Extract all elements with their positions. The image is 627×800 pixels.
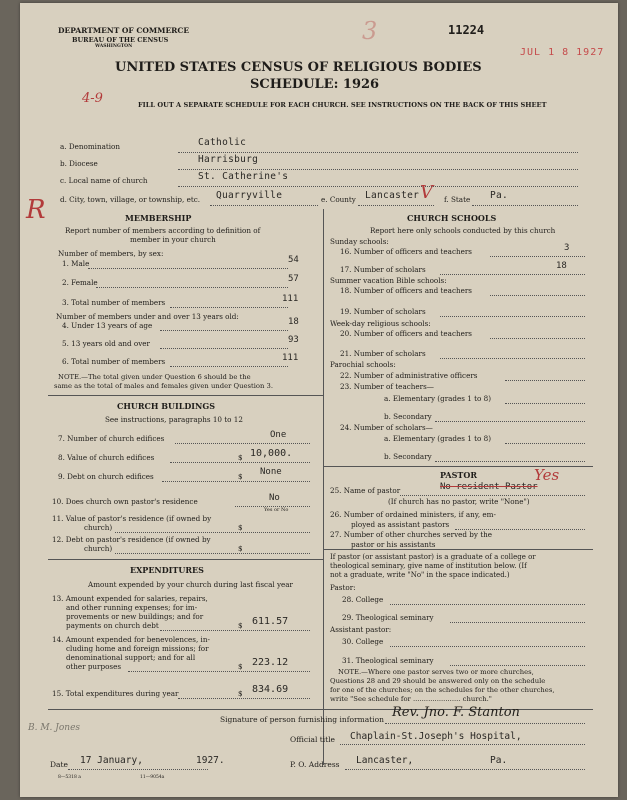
q9-label: 9. Debt on church edifices — [58, 472, 154, 481]
q14-dollar: $ — [238, 662, 243, 671]
county-value: Lancaster — [365, 190, 420, 201]
q15-value: 834.69 — [252, 684, 289, 695]
q17-value: 18 — [556, 261, 567, 271]
q23a-label: a. Elementary (grades 1 to 8) — [384, 394, 491, 403]
church-name-label: c. Local name of church — [60, 176, 148, 185]
red-r-mark: R — [26, 195, 46, 225]
official-title-label: Official title — [290, 735, 335, 744]
q3-label: 3. Total number of members — [62, 298, 166, 307]
q13-line-2: and other running expenses; for im- — [66, 603, 198, 612]
date-label: Date — [50, 760, 68, 769]
buildings-heading: CHURCH BUILDINGS — [117, 401, 215, 411]
q2-label: 2. Female — [62, 278, 98, 287]
q3-value: 111 — [282, 294, 299, 304]
q11-label-1: 11. Value of pastor's residence (if owned by — [52, 514, 212, 523]
q22-label: 22. Number of administrative officers — [340, 371, 478, 380]
q15-label: 15. Total expenditures during year — [52, 689, 179, 698]
pastor-heading: PASTOR — [440, 470, 477, 480]
q8-label: 8. Value of church edifices — [58, 453, 155, 462]
q16-label: 16. Number of officers and teachers — [340, 247, 472, 256]
summer-schools-label: Summer vacation Bible schools: — [330, 276, 447, 285]
form-code-2: 11—9054a — [140, 775, 165, 780]
q11-label-2: church) — [84, 523, 113, 532]
q13-value: 611.57 — [252, 616, 289, 627]
q15-dollar: $ — [238, 689, 243, 698]
county-label: e. County — [321, 195, 356, 204]
q9-value: None — [260, 467, 282, 477]
date-value: 17 January, — [80, 755, 143, 766]
q18-label: 18. Number of officers and teachers — [340, 286, 472, 295]
q10-hint: Yes or No — [264, 507, 289, 513]
q21-label: 21. Number of scholars — [340, 349, 426, 358]
state-label: f. State — [444, 195, 471, 204]
q6-label: 6. Total number of members — [62, 357, 166, 366]
bureau-name: BUREAU OF THE CENSUS — [72, 36, 169, 44]
q5-label: 5. 13 years old and over — [62, 339, 150, 348]
age-intro: Number of members under and over 13 years old: — [56, 312, 239, 321]
q27-line-2: pastor or his assistants — [351, 540, 436, 549]
signature-label: Signature of person furnishing information — [220, 715, 384, 724]
q1-value: 54 — [288, 255, 299, 265]
graduate-instruction-3: not a graduate, write "No" in the space indicated.) — [330, 571, 510, 579]
form-subtitle: SCHEDULE: 1926 — [250, 77, 380, 92]
q7-value: One — [270, 430, 287, 440]
graduate-instruction-1: If pastor (or assistant pastor) is a graduate of a college or — [330, 553, 536, 561]
q9-dollar: $ — [238, 472, 243, 481]
q17-label: 17. Number of scholars — [340, 265, 426, 274]
expenditures-intro: Amount expended by your church during last fiscal year — [88, 580, 293, 589]
q10-label: 10. Does church own pastor's residence — [52, 497, 198, 506]
q30-label: 30. College — [342, 637, 384, 646]
q28-label: 28. College — [342, 595, 384, 604]
q25-label: 25. Name of pastor — [330, 486, 401, 495]
red-check-mark: V — [420, 182, 433, 203]
q16-value: 3 — [564, 243, 570, 253]
q24-label: 24. Number of scholars— — [340, 423, 433, 432]
q14-line-2: cluding home and foreign missions; for — [66, 644, 209, 653]
form-instruction: FILL OUT A SEPARATE SCHEDULE FOR EACH CHURCH. SEE INSTRUCTIONS ON THE BACK OF THIS SHEET — [138, 101, 547, 109]
official-title-value: Chaplain-St.Joseph's Hospital, — [350, 731, 522, 742]
diocese-value: Harrisburg — [198, 154, 259, 165]
city-value: Quarryville — [216, 190, 283, 201]
q12-dollar: $ — [238, 544, 243, 553]
q14-value: 223.12 — [252, 657, 289, 668]
pastor-note-2: Questions 28 and 29 should be answered only on the schedule — [330, 677, 546, 685]
q6-value: 111 — [282, 353, 299, 363]
membership-heading: MEMBERSHIP — [125, 213, 192, 223]
census-form-sheet — [20, 3, 618, 797]
q31-label: 31. Theological seminary — [342, 656, 434, 665]
q20-label: 20. Number of officers and teachers — [340, 329, 472, 338]
q7-label: 7. Number of church edifices — [58, 434, 165, 443]
q12-label-2: church) — [84, 544, 113, 553]
graduate-instruction-2: theological seminary, give name of institution below. (If — [330, 562, 527, 570]
q25-typed-value: No resident Pastor — [440, 482, 538, 492]
q12-label-1: 12. Debt on pastor's residence (if owned by — [52, 535, 211, 544]
denomination-label: a. Denomination — [60, 142, 120, 151]
q14-line-3: denominational support; and for all — [66, 653, 196, 662]
q8-value: 10,000. — [250, 448, 293, 459]
sunday-schools-label: Sunday schools: — [330, 237, 389, 246]
q11-dollar: $ — [238, 523, 243, 532]
q29-label: 29. Theological seminary — [342, 613, 434, 622]
schedule-number: 11224 — [448, 23, 485, 37]
membership-intro-1: Report number of members according to definition of — [65, 226, 261, 235]
q1-label: 1. Male — [62, 259, 90, 268]
po-state-value: Pa. — [490, 755, 508, 766]
po-address-value: Lancaster, — [356, 755, 414, 766]
q13-line-1: 13. Amount expended for salaries, repairs, — [52, 594, 208, 603]
church-name-value: St. Catherine's — [198, 171, 289, 182]
department-name: DEPARTMENT OF COMMERCE — [58, 26, 190, 35]
faint-handwritten-mark: 3 — [362, 17, 378, 45]
received-date-stamp: JUL 1 8 1927 — [520, 47, 605, 58]
q8-dollar: $ — [238, 453, 243, 462]
pastor-note-1: NOTE.—Where one pastor serves two or more churches, — [338, 668, 534, 676]
q13-dollar: $ — [238, 621, 243, 630]
expenditures-heading: EXPENDITURES — [130, 565, 204, 575]
q26-line-1: 26. Number of ordained ministers, if any, em- — [330, 510, 496, 519]
q25-hint: (If church has no pastor, write "None") — [388, 497, 530, 506]
q13-line-3: provements or new buildings; and for — [66, 612, 204, 621]
bureau-city: WASHINGTON — [95, 44, 133, 49]
city-label: d. City, town, village, or township, etc. — [60, 195, 201, 204]
schools-heading: CHURCH SCHOOLS — [407, 213, 497, 223]
q14-line-4: other purposes — [66, 662, 122, 671]
q14-line-1: 14. Amount expended for benevolences, in- — [52, 635, 210, 644]
state-value: Pa. — [490, 190, 509, 201]
q2-value: 57 — [288, 274, 299, 284]
q5-value: 93 — [288, 335, 299, 345]
diocese-label: b. Diocese — [60, 159, 98, 168]
pastor-note-4: write "See schedule for ...................... church." — [330, 695, 492, 703]
denomination-value: Catholic — [198, 137, 247, 148]
schools-intro: Report here only schools conducted by this church — [370, 226, 556, 235]
membership-intro-2: member in your church — [130, 235, 216, 244]
pencil-note: B. M. Jones — [28, 723, 81, 733]
membership-note-1: NOTE.—The total given under Question 6 should be the — [58, 373, 251, 381]
weekday-schools-label: Week-day religious schools: — [330, 319, 431, 328]
date-year: 1927. — [196, 755, 225, 766]
signature: Rev. Jno. F. Stanton — [392, 705, 520, 720]
q4-value: 18 — [288, 317, 299, 327]
q13-line-4: payments on church debt — [66, 621, 159, 630]
q4-label: 4. Under 13 years of age — [62, 321, 153, 330]
po-address-label: P. O. Address — [290, 760, 340, 769]
pastor-subheading: Pastor: — [330, 583, 356, 592]
q26-line-2: ployed as assistant pastors — [351, 520, 450, 529]
q19-label: 19. Number of scholars — [340, 307, 426, 316]
membership-note-2: same as the total of males and females given under Question 3. — [54, 382, 273, 390]
handwritten-code: 4-9 — [82, 91, 103, 106]
q24a-label: a. Elementary (grades 1 to 8) — [384, 434, 491, 443]
membership-by-sex: Number of members, by sex: — [58, 249, 164, 258]
q25-handwritten-value: Yes — [534, 466, 560, 484]
q23b-label: b. Secondary — [384, 412, 432, 421]
pastor-note-3: for one of the churches; on the schedules for the other churches, — [330, 686, 555, 694]
assistant-pastor-subheading: Assistant pastor: — [330, 625, 392, 634]
buildings-intro: See instructions, paragraphs 10 to 12 — [105, 415, 243, 424]
form-title: UNITED STATES CENSUS OF RELIGIOUS BODIES — [115, 60, 482, 75]
q23-label: 23. Number of teachers— — [340, 382, 434, 391]
q10-value: No — [269, 493, 280, 503]
form-code: 8—5318 a — [58, 775, 81, 780]
q27-line-1: 27. Number of other churches served by the — [330, 530, 493, 539]
q24b-label: b. Secondary — [384, 452, 432, 461]
parochial-schools-label: Parochial schools: — [330, 360, 396, 369]
